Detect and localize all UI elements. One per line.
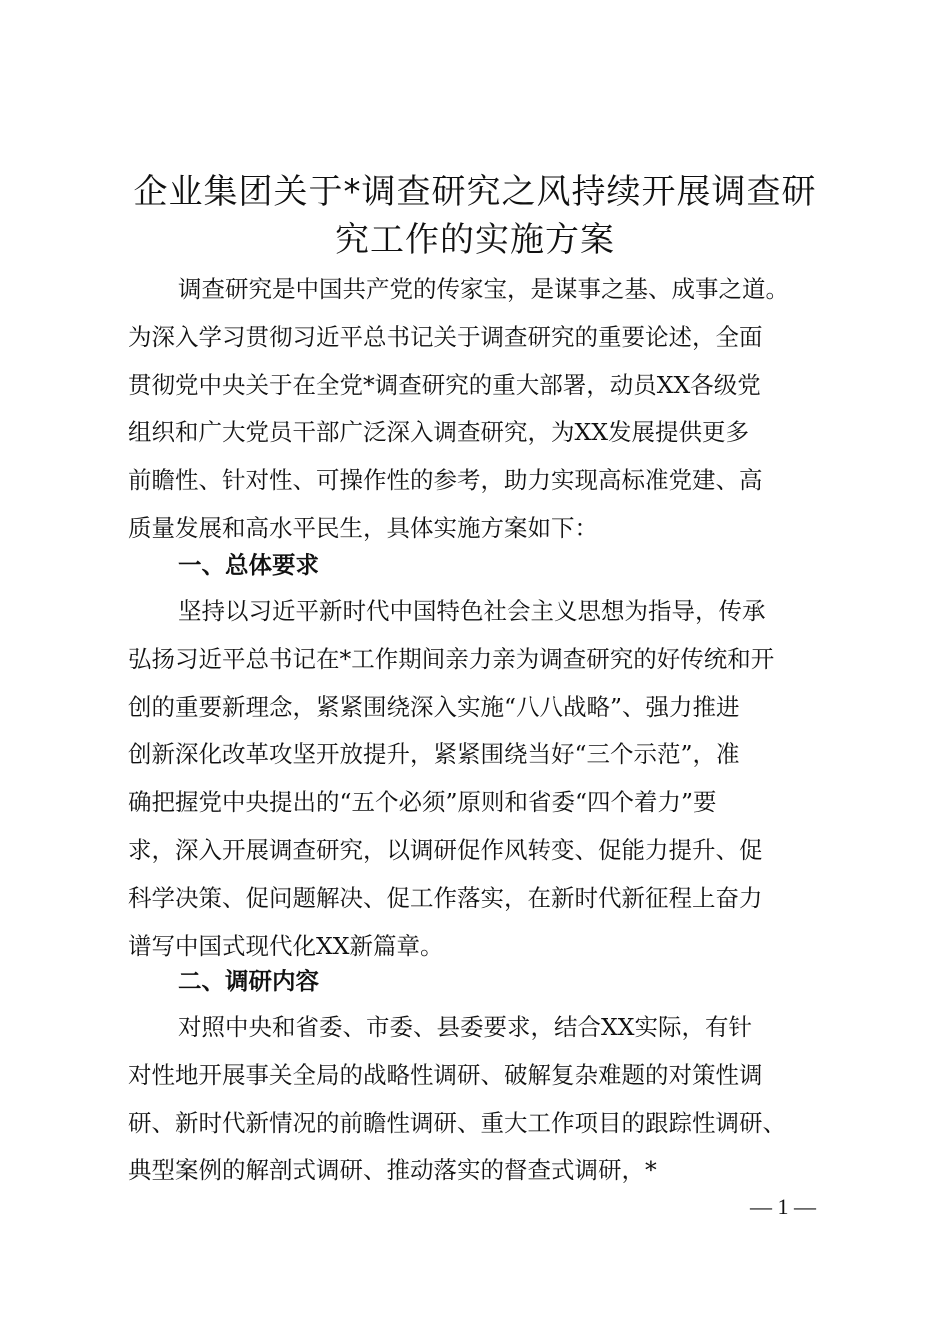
section-2-line: 对照中央和省委、市委、县委要求，结合XX实际，有针: [178, 1013, 752, 1041]
section-2-paragraph: [128, 1004, 828, 1195]
title-line-1: 企业集团关于*调查研究之风持续开展调查研: [133, 172, 817, 212]
section-1-line: 确把握党中央提出的“五个必须”原则和省委“四个着力”要: [128, 788, 717, 817]
section-2-line: 研、新时代新情况的前瞻性调研、重大工作项目的跟踪性调研、: [128, 1108, 786, 1137]
intro-line: 为深入学习贯彻习近平总书记关于调查研究的重要论述，全面: [128, 322, 763, 351]
section-1-line: 科学决策、促问题解决、促工作落实，在新时代新征程上奋力: [128, 883, 763, 912]
section-1-line: 创新深化改革攻坚开放提升，紧紧围绕当好“三个示范”，准: [128, 740, 740, 769]
intro-line: 调查研究是中国共产党的传家宝，是谋事之基、成事之道。: [178, 275, 789, 303]
intro-line: 前瞻性、针对性、可操作性的参考，助力实现高标准党建、高: [128, 466, 763, 495]
section-2-line: 典型案例的解剖式调研、推动落实的督查式调研，*: [128, 1156, 657, 1185]
intro-line: 质量发展和高水平民生，具体实施方案如下：: [128, 513, 598, 542]
intro-line: 组织和广大党员干部广泛深入调查研究，为XX发展提供更多: [128, 418, 749, 447]
section-1-paragraph: [128, 588, 828, 970]
section-2-line: 对性地开展事关全局的战略性调研、破解复杂难题的对策性调: [128, 1060, 763, 1089]
section-1-heading: 一、总体要求: [178, 551, 319, 579]
section-1-line: 求，深入开展调查研究，以调研促作风转变、促能力提升、促: [128, 835, 763, 864]
intro-line: 贯彻党中央关于在全党*调查研究的重大部署，动员XX各级党: [128, 370, 761, 399]
section-1-line: 谱写中国式现代化XX新篇章。: [128, 931, 444, 960]
section-1-line: 创的重要新理念，紧紧围绕深入实施“八八战略”、强力推进: [128, 692, 740, 721]
page-number: — 1 —: [750, 1194, 816, 1219]
intro-paragraph: [128, 266, 828, 553]
section-1-line: 弘扬习近平总书记在*工作期间亲力亲为调查研究的好传统和开: [128, 644, 775, 673]
document-title: [100, 168, 850, 264]
title-line-2: 究工作的实施方案: [335, 220, 615, 260]
section-1-line: 坚持以习近平新时代中国特色社会主义思想为指导，传承: [178, 597, 766, 625]
section-2-heading: 二、调研内容: [178, 967, 319, 995]
